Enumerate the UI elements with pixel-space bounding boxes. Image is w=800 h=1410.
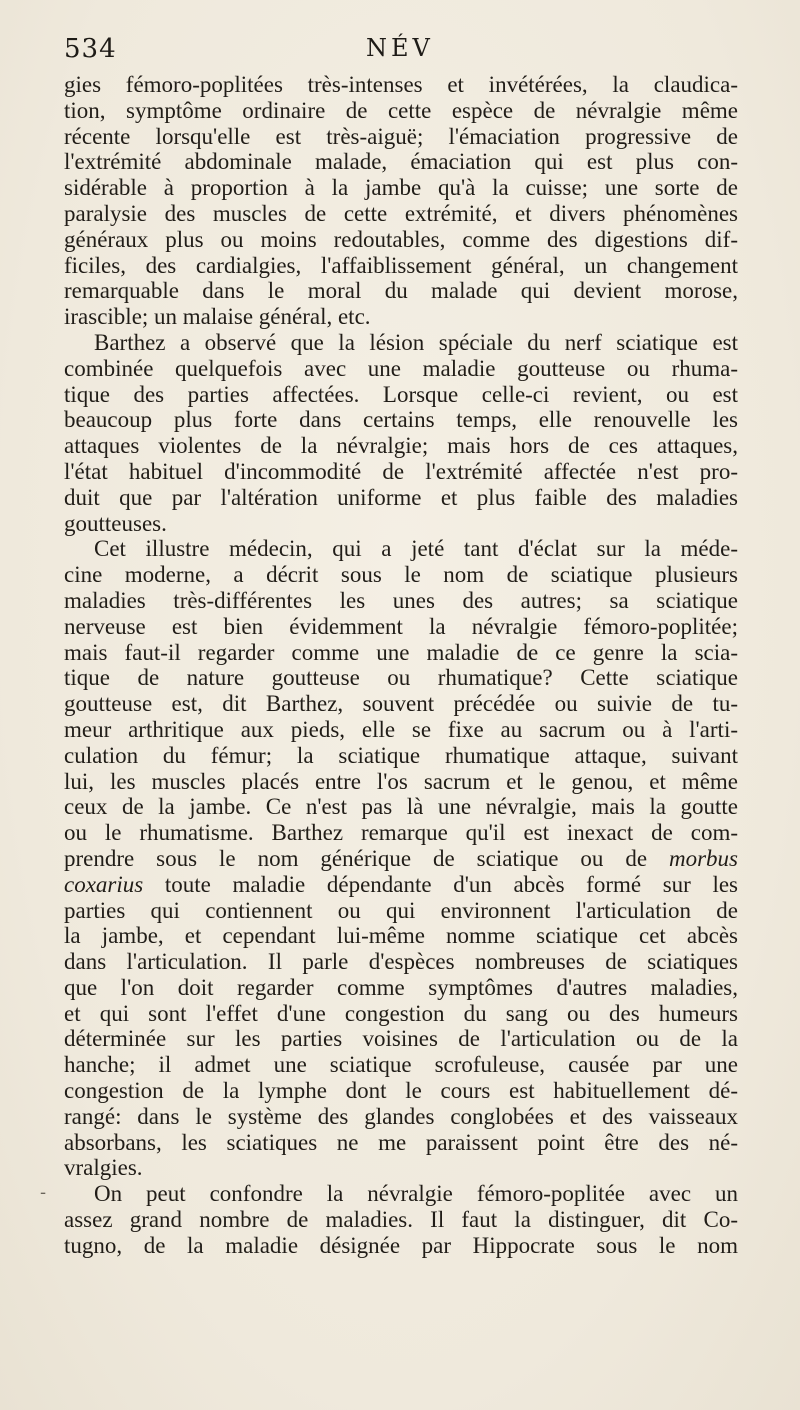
text-line — [64, 562, 738, 588]
text-line — [64, 175, 738, 201]
line-text: lui, les muscles placés entre l'os sacrum et le genou, et même — [64, 768, 738, 794]
margin-mark: - — [40, 1182, 47, 1203]
line-text: absorbans, les sciatiques ne me paraissent point être des né- — [64, 1129, 738, 1155]
text-line — [64, 949, 738, 975]
text-line — [64, 356, 738, 382]
italic-term: coxarius — [64, 871, 144, 897]
line-text: On peut confondre la névralgie fémoro-poplitée avec un — [94, 1181, 738, 1207]
line-text: sidérable à proportion à la jambe qu'à la cuisse; une sorte de — [64, 175, 738, 201]
text-line — [64, 975, 738, 1001]
line-text: nerveuse est bien évidemment la névralgie fémoro-poplitée; — [64, 613, 738, 639]
line-text: tugno, de la maladie désignée par Hippocrate sous le nom — [64, 1232, 738, 1258]
line-text: tique de nature goutteuse ou rhumatique? Cette sciatique — [64, 665, 738, 691]
text-line — [64, 820, 738, 846]
line-text: duit que par l'altération uniforme et plus faible des maladies — [64, 484, 738, 510]
line-text: beaucoup plus forte dans certains temps, elle renouvelle les — [64, 407, 738, 433]
text-line — [64, 769, 738, 795]
text-line — [64, 433, 738, 459]
line-text: parties qui contiennent ou qui environnent l'articulation de — [64, 897, 738, 923]
text-line — [64, 536, 738, 562]
text-line — [64, 640, 738, 666]
line-text: maladies très-différentes les unes des autres; sa sciatique — [64, 587, 738, 613]
line-text: déterminée sur les parties voisines de l'articulation ou de la — [64, 1026, 738, 1052]
line-text: mais faut-il regarder comme une maladie de ce genre la scia- — [64, 639, 738, 665]
line-text: tion, symptôme ordinaire de cette espèce de névralgie même — [64, 97, 738, 123]
text-line — [64, 1207, 738, 1233]
page-header — [64, 34, 738, 68]
text-line — [64, 1155, 738, 1181]
line-text: paralysie des muscles de cette extrémité, et divers phénomènes — [64, 200, 738, 226]
text-line — [64, 1130, 738, 1156]
line-text: tique des parties affectées. Lorsque celle-ci revient, ou est — [64, 381, 738, 407]
page-number: 534 — [64, 34, 117, 64]
text-line — [64, 1233, 738, 1259]
text-line — [64, 665, 738, 691]
body-text — [64, 72, 738, 1259]
text-line — [64, 124, 738, 150]
text-line — [64, 1078, 738, 1104]
line-text: irascible; un malaise général, etc. — [64, 304, 371, 330]
text-line — [64, 1181, 738, 1207]
line-text: goutteuses. — [64, 510, 167, 536]
line-text: attaques violentes de la névralgie; mais hors de ces attaques, — [64, 433, 738, 459]
text-line — [64, 304, 738, 330]
line-text: Cet illustre médecin, qui a jeté tant d'éclat sur la méde- — [94, 536, 738, 562]
text-line — [64, 201, 738, 227]
text-line — [64, 872, 738, 898]
line-text: congestion de la lymphe dont le cours est habituellement dé- — [64, 1078, 738, 1104]
line-text: que l'on doit regarder comme symptômes d'autres maladies, — [64, 974, 738, 1000]
text-line — [64, 330, 738, 356]
text-line — [64, 1026, 738, 1052]
line-text: vralgies. — [64, 1155, 143, 1181]
line-text: l'état habituel d'incommodité de l'extrémité affectée n'est pro- — [64, 458, 738, 484]
text-line — [64, 898, 738, 924]
text-line — [64, 717, 738, 743]
line-text: culation du fémur; la sciatique rhumatique attaque, suivant — [64, 742, 738, 768]
text-line — [64, 743, 738, 769]
line-text: l'extrémité abdominale malade, émaciation qui est plus con- — [64, 149, 738, 175]
text-line — [64, 72, 738, 98]
line-text: cine moderne, a décrit sous le nom de sciatique plusieurs — [64, 562, 738, 588]
italic-term: morbus — [668, 845, 738, 871]
text-line — [64, 691, 738, 717]
line-text: hanche; il admet une sciatique scrofuleuse, causée par une — [64, 1052, 738, 1078]
line-text: généraux plus ou moins redoutables, comme des digestions dif- — [64, 226, 738, 252]
text-line — [64, 923, 738, 949]
text-line — [64, 485, 738, 511]
line-text: assez grand nombre de maladies. Il faut la distinguer, dit Co- — [64, 1207, 738, 1233]
text-line — [64, 98, 738, 124]
text-line — [64, 588, 738, 614]
line-text: toute maladie dépendante d'un abcès formé sur les — [143, 871, 738, 897]
text-line — [64, 253, 738, 279]
text-line — [64, 407, 738, 433]
text-line — [64, 614, 738, 640]
text-line — [64, 511, 738, 537]
text-line — [64, 1104, 738, 1130]
line-text: ceux de la jambe. Ce n'est pas là une névralgie, mais la goutte — [64, 794, 738, 820]
line-text: meur arthritique aux pieds, elle se fixe au sacrum ou à l'arti- — [64, 716, 738, 742]
text-line — [64, 846, 738, 872]
text-line — [64, 278, 738, 304]
text-line — [64, 459, 738, 485]
line-text: gies fémoro-poplitées très-intenses et invétérées, la claudica- — [64, 72, 738, 97]
text-line — [64, 149, 738, 175]
text-line — [64, 1052, 738, 1078]
text-line — [64, 1001, 738, 1027]
text-line — [64, 382, 738, 408]
line-text: ficiles, des cardialgies, l'affaiblissement général, un changement — [64, 252, 738, 278]
line-text: prendre sous le nom générique de sciatique ou de — [64, 845, 669, 871]
line-text: récente lorsqu'elle est très-aiguë; l'émaciation progressive de — [64, 123, 738, 149]
line-text: rangé: dans le système des glandes conglobées et des vaisseaux — [64, 1103, 738, 1129]
line-text: ou le rhumatisme. Barthez remarque qu'il est inexact de com- — [64, 820, 738, 846]
line-text: la jambe, et cependant lui-même nomme sciatique cet abcès — [64, 923, 738, 949]
text-line — [64, 794, 738, 820]
text-line — [64, 227, 738, 253]
line-text: remarquable dans le moral du malade qui devient morose, — [64, 278, 738, 304]
line-text: goutteuse est, dit Barthez, souvent précédée ou suivie de tu- — [64, 691, 738, 717]
line-text: dans l'articulation. Il parle d'espèces nombreuses de sciatiques — [64, 949, 738, 975]
line-text: Barthez a observé que la lésion spéciale du nerf sciatique est — [94, 329, 738, 355]
line-text: et qui sont l'effet d'une congestion du sang ou des humeurs — [64, 1000, 738, 1026]
running-head: NÉV — [366, 34, 434, 62]
line-text: combinée quelquefois avec une maladie goutteuse ou rhuma- — [64, 355, 738, 381]
